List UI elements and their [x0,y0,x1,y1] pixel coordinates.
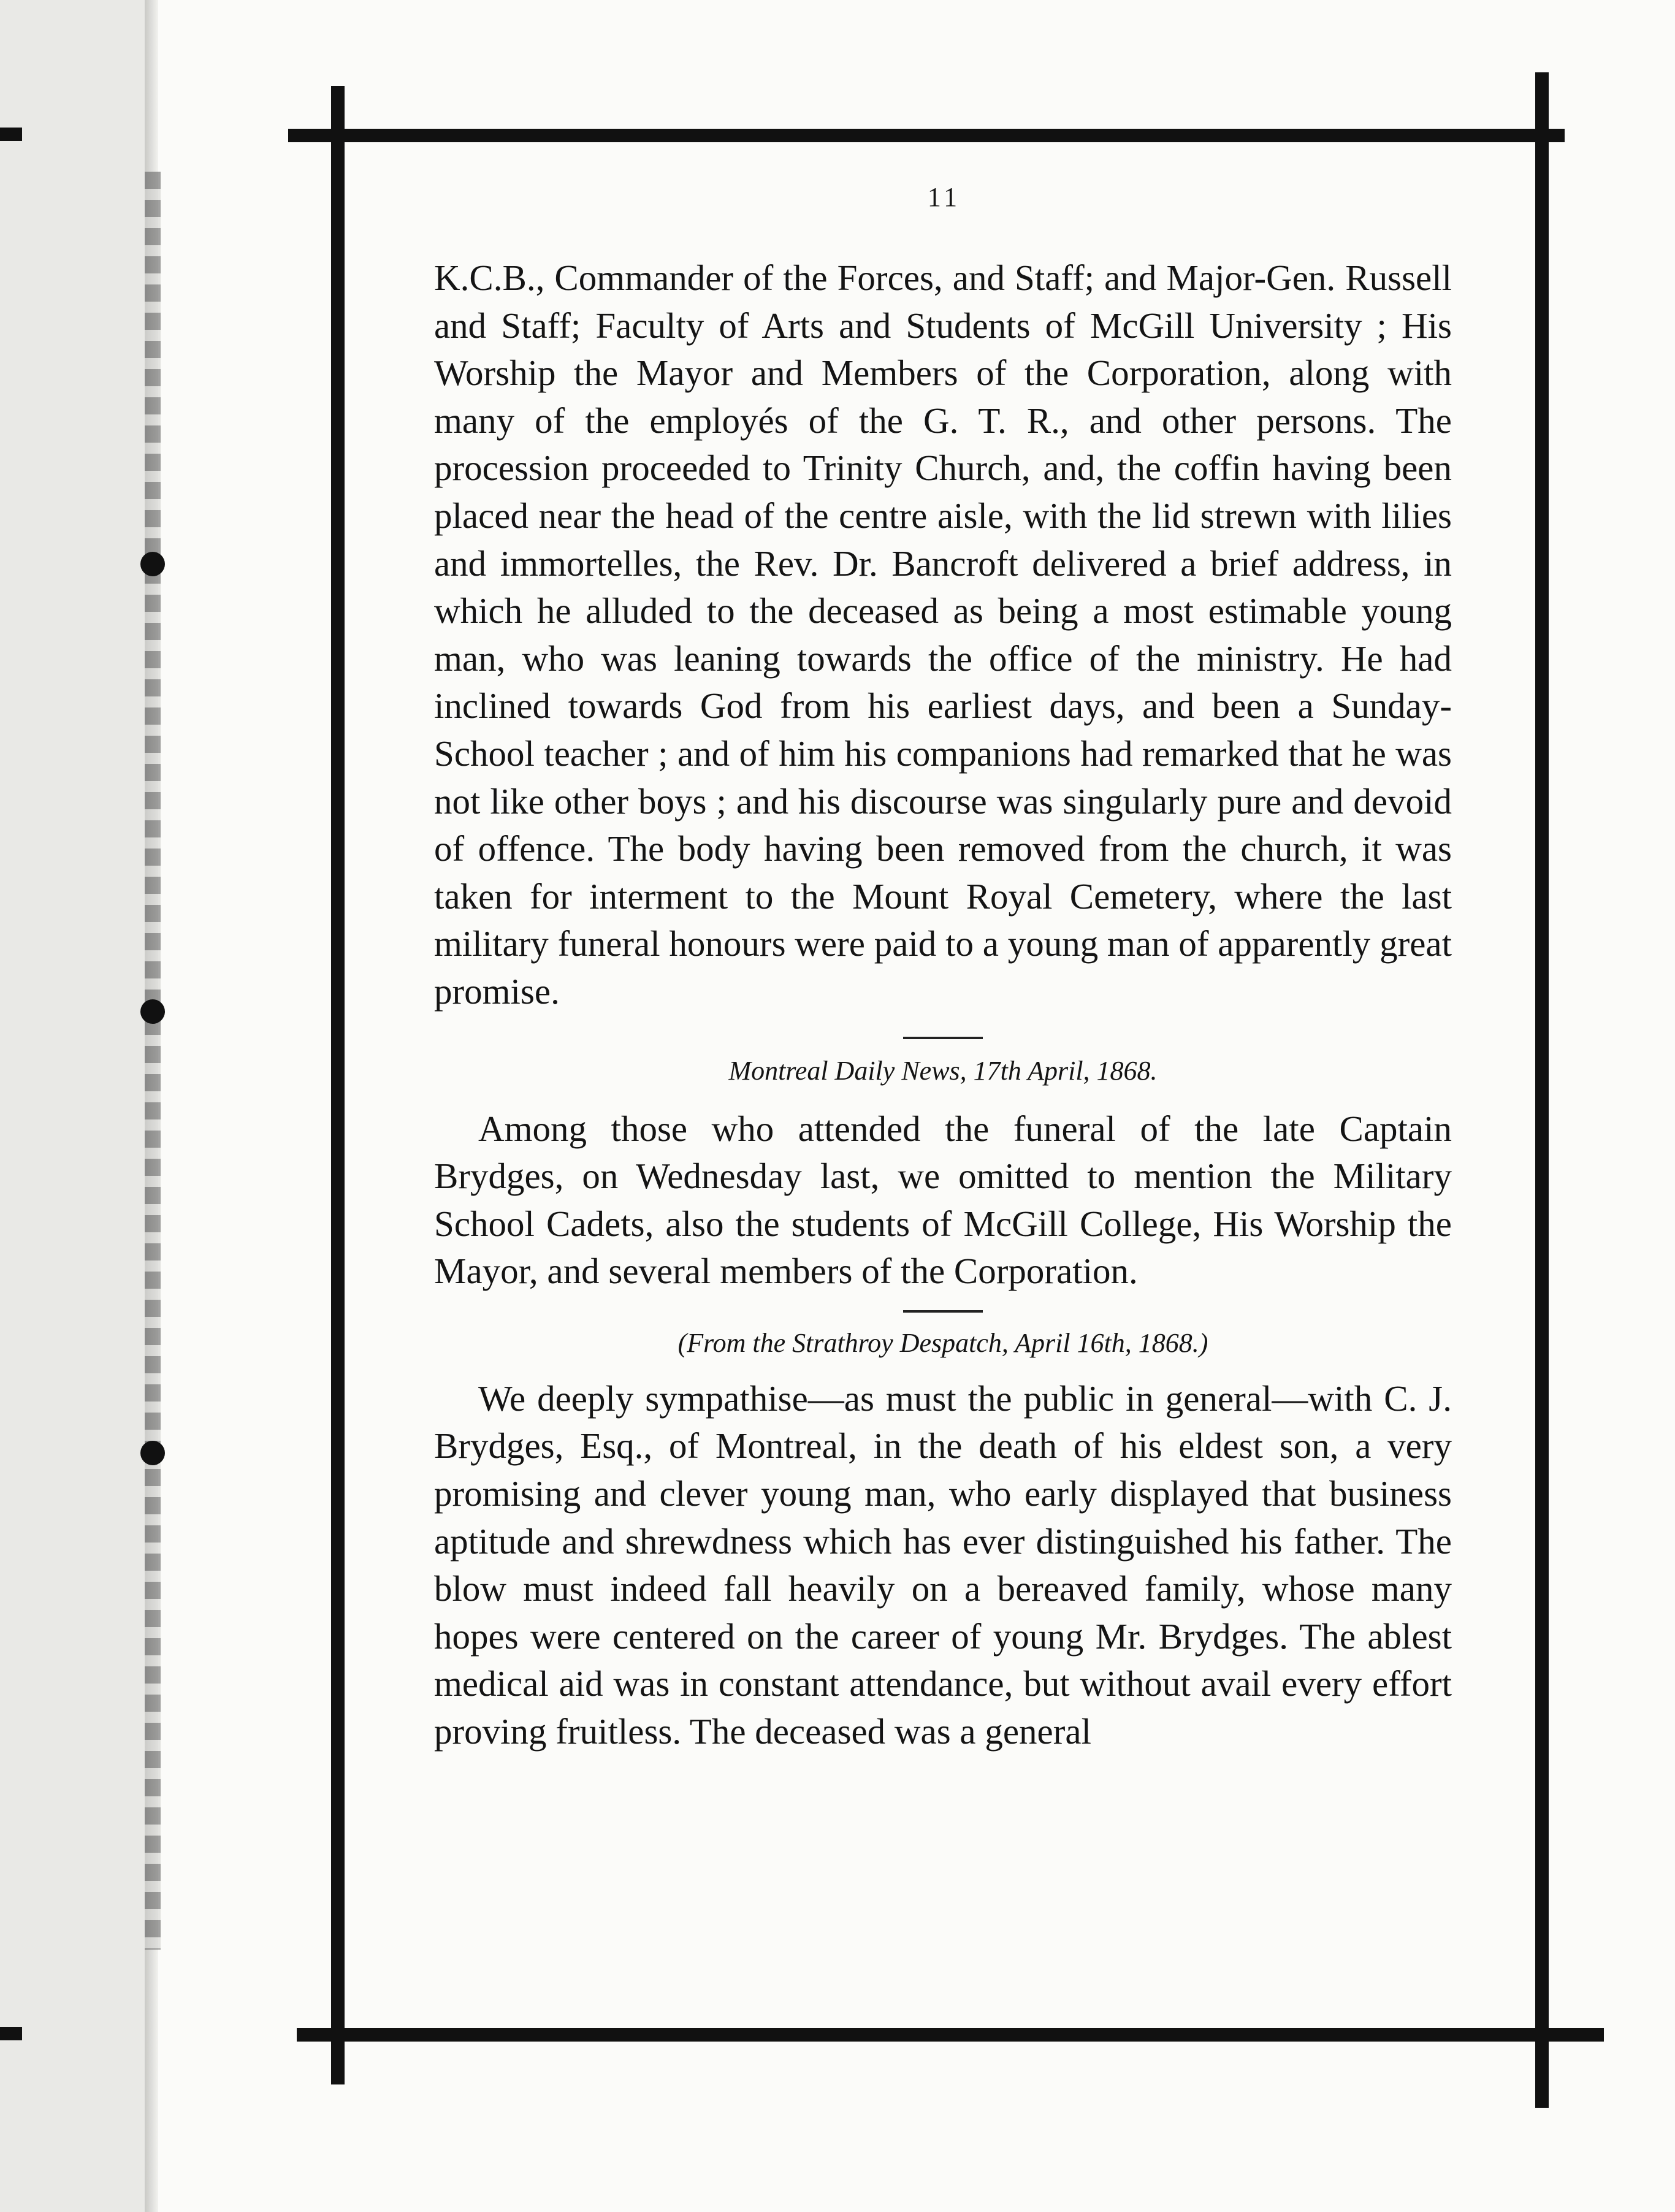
paragraph: K.C.B., Commander of the Forces, and Staff; and Major-Gen. Russell and Staff; Faculty of Arts and Students of McGill University ; His Worship the Mayor and Members of the Corporation, along with many of the employés of the G. T. R., and other persons. The procession proceeded to Trinity Church, and, the coffin having been placed near the head of the centre aisle, with the lid strewn with lilies and immortelles, the Rev. Dr. Bancroft delivered a brief address, in which he alluded to the deceased as being a most estimable young man, who was leaning towards the office of the ministry. He had inclined towards God from his earliest days, and been a Sunday-School teacher ; and of him his companions had remarked that he was not like other boys ; and his discourse was singularly pure and devoid of offence. The body having been removed from the church, it was taken for interment to the Mount Royal Cemetery, where the last military funeral honours were paid to a young man of apparently great promise. [434,257,1452,1012]
source-citation: Montreal Daily News, 17th April, 1868. [728,1055,1158,1086]
frame-rule-bottom [297,2028,1604,2042]
frame-rule-top [288,129,1565,142]
separator-rule [903,1037,983,1039]
binding-knot [140,552,165,576]
binding-knot [140,1441,165,1465]
binding-knot [140,999,165,1024]
frame-rule-right [1535,72,1549,2108]
binding-stitch [145,172,161,1950]
left-page-rule-bottom [0,2027,22,2040]
paragraph: Among those who attended the funeral of the late Captain Brydges, on Wednesday last, we omitted to mention the Military School Cadets, also the students of McGill College, His Worship the Mayor, and several members of the Corporation. [434,1108,1452,1292]
paragraph: We deeply sympathise—as must the public in general—with C. J. Brydges, Esq., of Montreal, in the death of his eldest son, a very promising and clever young man, who early displayed that business aptitude and shrewdness which has ever distinguished his father. The blow must indeed fall heavily on a bereaved family, whose many hopes were centered on the career of young Mr. Brydges. The ablest medical aid was in constant attendance, but without avail every effort proving fruitless. The deceased was a general [434,1378,1452,1752]
body-text [434,254,1452,1756]
page-number: 11 [927,182,961,212]
left-page-rule-top [0,128,22,141]
frame-rule-left [331,86,345,2084]
left-page-edge [0,0,152,2212]
source-citation: (From the Strathroy Despatch, April 16th, 1868.) [677,1327,1208,1358]
separator-rule [903,1310,983,1313]
